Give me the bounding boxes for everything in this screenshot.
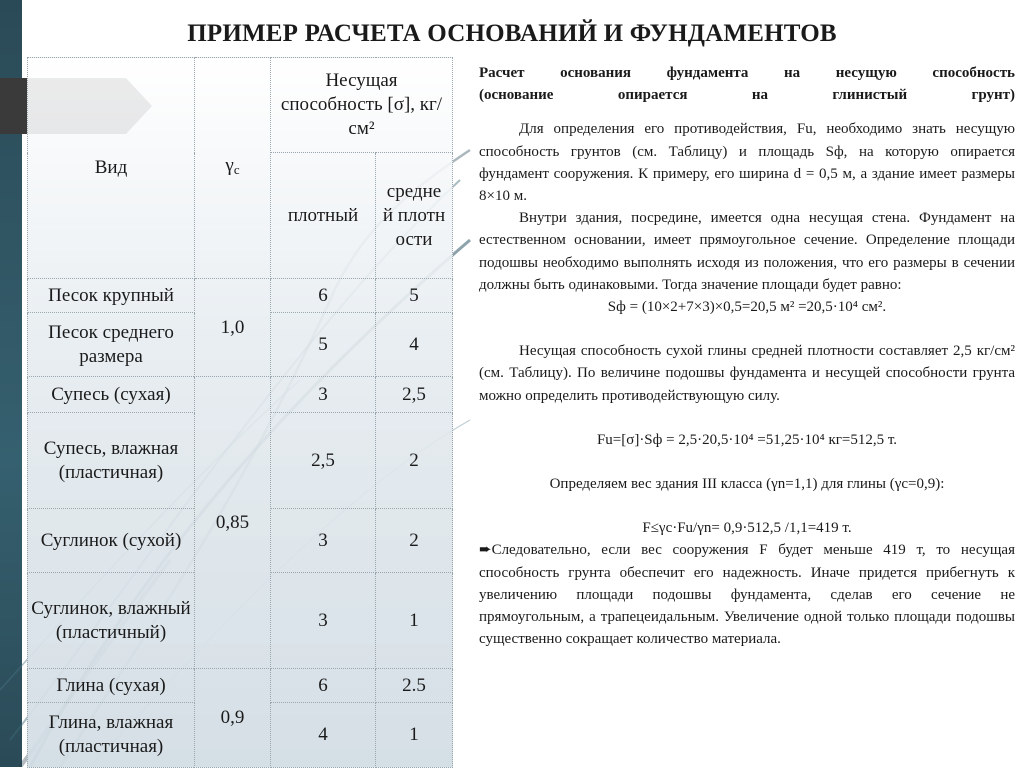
soil-table [27,57,453,768]
header-gamma-sub: с [233,162,240,177]
section-heading-line2: (основание опирается на глинистый грунт) [479,87,1015,104]
gamma-group-2: 0,85 [195,377,271,669]
paragraph-4: Определяем вес здания III класса (γn=1,1) для глины (γc=0,9): [549,476,945,493]
row-dense: 5 [271,313,376,377]
row-dense: 2,5 [271,413,376,509]
paragraph-3: Несущая способность сухой глины средней плотности составляет 2,5 кг/см² (см. Таблицу). По величине подошвы фундамента и несущей способности грунта можно определить противодействующую силу. [479,343,1015,404]
row-medium: 2 [376,413,453,509]
header-gamma-symbol: γ [225,155,234,176]
row-medium: 4 [376,313,453,377]
row-medium: 2.5 [376,669,453,703]
header-gamma [195,58,271,279]
row-name: Песок среднего размера [28,313,195,377]
page-title: ПРИМЕР РАСЧЕТА ОСНОВАНИЙ И ФУНДАМЕНТОВ [187,20,837,47]
header-dense: плотный [271,153,376,279]
formula-force: Fu=[σ]·Sф = 2,5·20,5·10⁴ =51,25·10⁴ кг=512,5 т. [596,431,898,448]
row-name: Супесь, влажная (пластичная) [28,413,195,509]
row-medium: 2 [376,509,453,573]
row-dense: 6 [271,669,376,703]
paragraph-1: Для определения его противодействия, Fu, необходимо знать несущую способность грунтов (см. Таблицу) и площадь Sф, на которую опирается фундамент сооружения. К примеру, его ширина d = 0,5 м, а здание имеет размеры 8×10 м. [479,121,1015,205]
header-medium: средней плотности [376,153,453,279]
row-medium: 2,5 [376,377,453,413]
header-view-text: Вид [94,157,128,178]
section-heading-line1: Расчет основания фундамента на несущую способность [479,65,1015,81]
paragraph-5: ➨Следовательно, если вес сооружения F будет меньше 419 т, то несущая способность грунта обеспечит его надежность. Иначе придется прибегнуть к увеличению площади подошвы фундамента, сделав его сечение не прямоугольным, а трапецеидальным. Увеличение одной только площади подошвы существенно сокращает количество материала. [479,542,1015,648]
row-name: Песок крупный [28,279,195,313]
paragraph-2: Внутри здания, посредине, имеется одна несущая стена. Фундамент на естественном основании, имеет прямоугольное сечение. Определение площади подошвы необходимо выполнять исходя из положения, что его размеры в сечении должны быть одинаковыми. Тогда значение площади будет равно: [479,210,1015,293]
row-name: Супесь (сухая) [28,377,195,413]
explanation-text [479,62,1015,650]
header-view [28,58,195,279]
row-dense: 3 [271,377,376,413]
row-name: Суглинок (сухой) [28,509,195,573]
row-name: Суглинок, влажный (пластичный) [28,573,195,669]
header-capacity: Несущая способность [σ], кг/см² [271,58,453,153]
row-dense: 4 [271,703,376,768]
row-dense: 3 [271,509,376,573]
gamma-group-3: 0,9 [195,669,271,768]
gamma-group-1: 1,0 [195,279,271,377]
row-dense: 6 [271,279,376,313]
formula-weight: F≤γc·Fu/γn= 0,9·512,5 /1,1=419 т. [642,520,852,537]
row-name: Глина, влажная (пластичная) [28,703,195,768]
formula-area: Sф = (10×2+7×3)×0,5=20,5 м² =20,5·10⁴ см². [607,299,887,316]
row-medium: 1 [376,573,453,669]
row-medium: 1 [376,703,453,768]
row-dense: 3 [271,573,376,669]
row-name: Глина (сухая) [28,669,195,703]
row-medium: 5 [376,279,453,313]
